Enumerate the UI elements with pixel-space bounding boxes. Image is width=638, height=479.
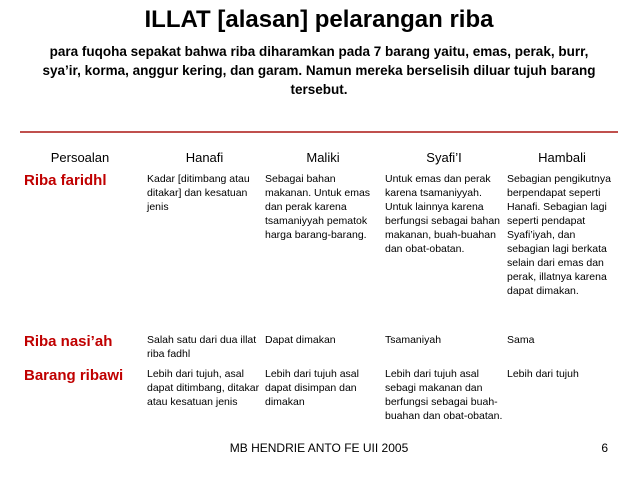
cell-riba-faridhl-syafii: Untuk emas dan perak karena tsamaniyyah. Untuk lainnya karena berfungsi sebagai bahan makanan, buah-buahan dan obat-obatan. [385, 173, 501, 255]
cell-barang-ribawi-syafii: Lebih dari tujuh asal sebagi makanan dan berfungsi sebagai buah-buahan dan obat-obatan. [385, 368, 503, 422]
row-label-riba-nasiah: Riba nasi’ah [24, 333, 113, 350]
row-label-riba-faridhl: Riba faridhl [24, 172, 107, 189]
header-maliki: Maliki [306, 150, 340, 165]
page-number: 6 [601, 441, 608, 455]
cell-riba-nasiah-syafii: Tsamaniyah [385, 334, 442, 346]
header-hanafi: Hanafi [185, 150, 224, 165]
cell-riba-nasiah-hanafi: Salah satu dari dua illat riba fadhl [147, 334, 257, 360]
header-persoalan: Persoalan [50, 150, 110, 165]
cell-barang-ribawi-hanafi: Lebih dari tujuh, asal dapat ditimbang, ditakar atau kesatuan jenis [147, 368, 260, 408]
cell-riba-nasiah-hambali: Sama [507, 334, 535, 346]
slide-title: ILLAT [alasan] pelarangan riba [144, 6, 494, 33]
slide-subtitle: para fuqoha sepakat bahwa riba diharamkan pada 7 barang yaitu, emas, perak, burr, sya’ir, korma, anggur kering, dan garam. Namun mereka berselisih diluar tujuh barang tersebut. [42, 44, 596, 97]
footer-text: MB HENDRIE ANTO FE UII 2005 [229, 441, 409, 455]
cell-riba-faridhl-maliki: Sebagai bahan makanan. Untuk emas dan perak karena tsamaniyyah pematok harga barang-barang. [265, 173, 371, 241]
header-divider [20, 131, 618, 133]
header-syafii: Syafi’I [426, 150, 462, 165]
cell-barang-ribawi-maliki: Lebih dari tujuh asal dapat disimpan dan dimakan [265, 368, 359, 408]
row-label-barang-ribawi: Barang ribawi [24, 367, 124, 384]
cell-riba-faridhl-hambali: Sebagian pengikutnya berpendapat seperti Hanafi. Sebagian lagi seperti pendapat Syafi’iyah, dan sebagian lagi berkata selain dari emas dan perak, illatnya karena dapat dimakan. [507, 173, 611, 297]
cell-riba-faridhl-hanafi: Kadar [ditimbang atau ditakar] dan kesatuan jenis [147, 173, 250, 213]
header-hambali: Hambali [538, 150, 586, 165]
cell-riba-nasiah-maliki: Dapat dimakan [265, 334, 336, 346]
cell-barang-ribawi-hambali: Lebih dari tujuh [507, 368, 579, 380]
